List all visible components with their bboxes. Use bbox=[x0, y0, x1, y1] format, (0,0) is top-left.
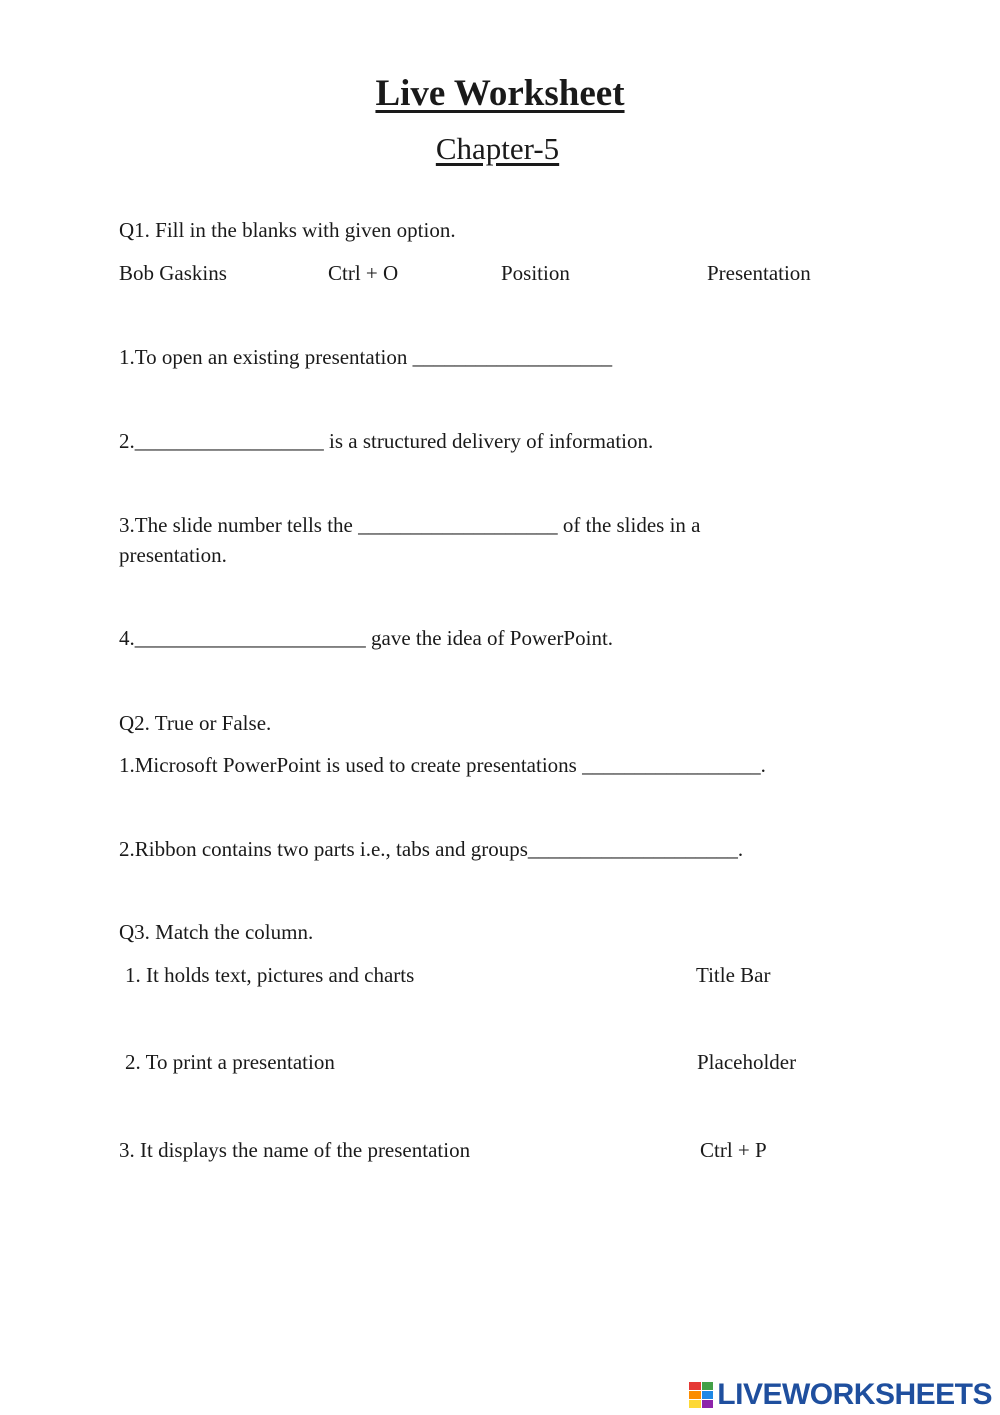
q1-option: Position bbox=[501, 261, 570, 285]
liveworksheets-brand bbox=[689, 1375, 992, 1415]
q1-item-4: 4.______________________ gave the idea of PowerPoint. bbox=[119, 626, 614, 650]
chapter-subtitle: Chapter-5 bbox=[435, 131, 560, 166]
q1-option: Presentation bbox=[707, 261, 811, 285]
brand-name: LIVEWORKSHEETS bbox=[717, 1378, 992, 1411]
q1-option: Ctrl + O bbox=[328, 261, 399, 285]
q1-option: Bob Gaskins bbox=[119, 261, 227, 285]
q1-item-3: 3.The slide number tells the ___________________ of the slides in a bbox=[119, 513, 701, 537]
q3-right-item-2: Placeholder bbox=[697, 1050, 797, 1074]
q1-item-1: 1.To open an existing presentation ___________________ bbox=[119, 345, 613, 369]
q3-right-item-3: Ctrl + P bbox=[700, 1138, 767, 1162]
worksheet-title: Live Worksheet bbox=[375, 73, 625, 114]
q3-left-item-2: 2. To print a presentation bbox=[125, 1050, 335, 1074]
q2-item-1: 1.Microsoft PowerPoint is used to create presentations _________________. bbox=[119, 753, 766, 777]
q1-item-3-continued: presentation. bbox=[119, 543, 227, 567]
q2-heading: Q2. True or False. bbox=[119, 711, 272, 735]
q2-item-2: 2.Ribbon contains two parts i.e., tabs and groups____________________. bbox=[119, 837, 744, 861]
q3-left-item-3: 3. It displays the name of the presentation bbox=[119, 1138, 471, 1162]
q1-item-2: 2.__________________ is a structured delivery of information. bbox=[119, 429, 654, 453]
liveworksheets-logo-icon bbox=[689, 1382, 713, 1408]
q3-left-item-1: 1. It holds text, pictures and charts bbox=[125, 963, 415, 987]
q3-heading: Q3. Match the column. bbox=[119, 920, 314, 944]
q3-right-item-1: Title Bar bbox=[696, 963, 771, 987]
q1-heading: Q1. Fill in the blanks with given option. bbox=[119, 218, 456, 242]
